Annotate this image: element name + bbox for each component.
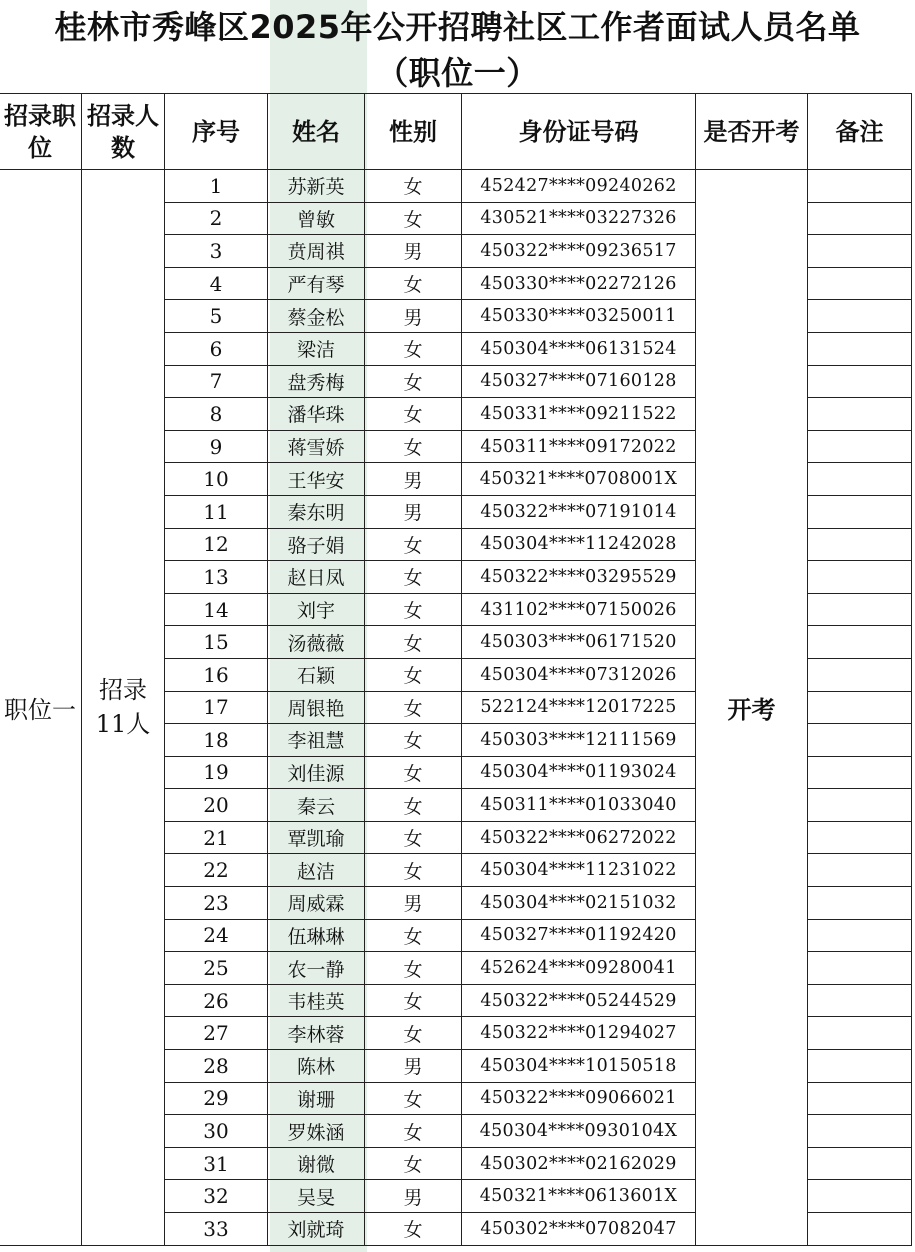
gender-cell: 女	[365, 561, 462, 594]
id-cell: 450322****03295529	[462, 561, 696, 594]
gender-cell: 女	[365, 821, 462, 854]
gender-cell: 女	[365, 593, 462, 626]
name-cell: 刘宇	[268, 593, 365, 626]
name-cell: 韦桂英	[268, 984, 365, 1017]
gender-cell: 男	[365, 235, 462, 268]
seq-cell: 31	[165, 1147, 268, 1180]
name-cell: 刘佳源	[268, 756, 365, 789]
seq-cell: 6	[165, 332, 268, 365]
name-cell: 梁洁	[268, 332, 365, 365]
note-cell	[808, 202, 912, 235]
seq-cell: 9	[165, 430, 268, 463]
id-cell: 450322****01294027	[462, 1017, 696, 1050]
gender-cell: 女	[365, 170, 462, 203]
name-cell: 谢珊	[268, 1082, 365, 1115]
id-cell: 450330****02272126	[462, 267, 696, 300]
id-cell: 450321****0708001X	[462, 463, 696, 496]
note-cell	[808, 984, 912, 1017]
id-cell: 450303****06171520	[462, 626, 696, 659]
gender-cell: 男	[365, 1050, 462, 1083]
id-cell: 450322****05244529	[462, 984, 696, 1017]
note-cell	[808, 1050, 912, 1083]
header-gender: 性别	[365, 94, 462, 170]
id-cell: 450327****01192420	[462, 919, 696, 952]
note-cell	[808, 1213, 912, 1246]
seq-cell: 25	[165, 952, 268, 985]
id-cell: 450304****11231022	[462, 854, 696, 887]
gender-cell: 女	[365, 1115, 462, 1148]
seq-cell: 17	[165, 691, 268, 724]
note-cell	[808, 430, 912, 463]
seq-cell: 7	[165, 365, 268, 398]
note-cell	[808, 854, 912, 887]
seq-cell: 20	[165, 789, 268, 822]
gender-cell: 女	[365, 1017, 462, 1050]
note-cell	[808, 691, 912, 724]
name-cell: 周威霖	[268, 887, 365, 920]
gender-cell: 女	[365, 724, 462, 757]
id-cell: 450304****01193024	[462, 756, 696, 789]
gender-cell: 女	[365, 430, 462, 463]
note-cell	[808, 724, 912, 757]
name-cell: 李林蓉	[268, 1017, 365, 1050]
name-cell: 骆子娟	[268, 528, 365, 561]
seq-cell: 1	[165, 170, 268, 203]
gender-cell: 男	[365, 1180, 462, 1213]
id-cell: 450331****09211522	[462, 398, 696, 431]
name-cell: 李祖慧	[268, 724, 365, 757]
id-cell: 450304****02151032	[462, 887, 696, 920]
id-cell: 450311****01033040	[462, 789, 696, 822]
name-cell: 蒋雪娇	[268, 430, 365, 463]
id-cell: 450321****0613601X	[462, 1180, 696, 1213]
name-cell: 谢微	[268, 1147, 365, 1180]
name-cell: 蔡金松	[268, 300, 365, 333]
id-cell: 522124****12017225	[462, 691, 696, 724]
note-cell	[808, 495, 912, 528]
seq-cell: 14	[165, 593, 268, 626]
seq-cell: 19	[165, 756, 268, 789]
table-row	[0, 170, 912, 203]
id-cell: 450302****07082047	[462, 1213, 696, 1246]
name-cell: 赵洁	[268, 854, 365, 887]
note-cell	[808, 1017, 912, 1050]
id-cell: 450304****10150518	[462, 1050, 696, 1083]
seq-cell: 23	[165, 887, 268, 920]
gender-cell: 女	[365, 1082, 462, 1115]
id-cell: 450322****06272022	[462, 821, 696, 854]
gender-cell: 女	[365, 1147, 462, 1180]
gender-cell: 女	[365, 789, 462, 822]
header-seq: 序号	[165, 94, 268, 170]
page-title: 桂林市秀峰区2025年公开招聘社区工作者面试人员名单	[54, 8, 861, 46]
note-cell	[808, 1180, 912, 1213]
name-cell: 伍琳琳	[268, 919, 365, 952]
gender-cell: 女	[365, 919, 462, 952]
gender-cell: 女	[365, 202, 462, 235]
note-cell	[808, 887, 912, 920]
header-note: 备注	[808, 94, 912, 170]
id-cell: 450302****02162029	[462, 1147, 696, 1180]
name-cell: 赵日凤	[268, 561, 365, 594]
seq-cell: 5	[165, 300, 268, 333]
note-cell	[808, 235, 912, 268]
note-cell	[808, 821, 912, 854]
count-line1: 招录	[99, 676, 147, 705]
seq-cell: 29	[165, 1082, 268, 1115]
id-cell: 430521****03227326	[462, 202, 696, 235]
note-cell	[808, 1115, 912, 1148]
note-cell	[808, 332, 912, 365]
name-cell: 严有琴	[268, 267, 365, 300]
note-cell	[808, 756, 912, 789]
gender-cell: 女	[365, 267, 462, 300]
name-cell: 周银艳	[268, 691, 365, 724]
gender-cell: 女	[365, 626, 462, 659]
name-cell: 贲周祺	[268, 235, 365, 268]
gender-cell: 男	[365, 463, 462, 496]
id-cell: 450330****03250011	[462, 300, 696, 333]
note-cell	[808, 561, 912, 594]
gender-cell: 女	[365, 365, 462, 398]
note-cell	[808, 528, 912, 561]
id-cell: 450304****07312026	[462, 658, 696, 691]
seq-cell: 16	[165, 658, 268, 691]
seq-cell: 13	[165, 561, 268, 594]
id-cell: 450322****09066021	[462, 1082, 696, 1115]
note-cell	[808, 300, 912, 333]
name-cell: 吴旻	[268, 1180, 365, 1213]
gender-cell: 女	[365, 952, 462, 985]
id-cell: 431102****07150026	[462, 593, 696, 626]
id-cell: 450304****06131524	[462, 332, 696, 365]
note-cell	[808, 463, 912, 496]
name-cell: 秦云	[268, 789, 365, 822]
id-cell: 450303****12111569	[462, 724, 696, 757]
seq-cell: 11	[165, 495, 268, 528]
seq-cell: 30	[165, 1115, 268, 1148]
seq-cell: 22	[165, 854, 268, 887]
header-id: 身份证号码	[462, 94, 696, 170]
gender-cell: 女	[365, 756, 462, 789]
name-cell: 农一静	[268, 952, 365, 985]
note-cell	[808, 1082, 912, 1115]
seq-cell: 2	[165, 202, 268, 235]
gender-cell: 男	[365, 887, 462, 920]
seq-cell: 27	[165, 1017, 268, 1050]
gender-cell: 女	[365, 1213, 462, 1246]
note-cell	[808, 398, 912, 431]
name-cell: 汤薇薇	[268, 626, 365, 659]
candidate-table	[0, 93, 912, 1246]
seq-cell: 24	[165, 919, 268, 952]
seq-cell: 8	[165, 398, 268, 431]
name-cell: 王华安	[268, 463, 365, 496]
position-cell: 职位一	[0, 170, 82, 1246]
note-cell	[808, 170, 912, 203]
id-cell: 452624****09280041	[462, 952, 696, 985]
seq-cell: 32	[165, 1180, 268, 1213]
name-cell: 苏新英	[268, 170, 365, 203]
name-cell: 秦东明	[268, 495, 365, 528]
id-cell: 450322****09236517	[462, 235, 696, 268]
count-line2: 11人	[95, 710, 151, 739]
header-name: 姓名	[268, 94, 365, 170]
seq-cell: 21	[165, 821, 268, 854]
gender-cell: 女	[365, 984, 462, 1017]
note-cell	[808, 1147, 912, 1180]
page-subtitle: （职位一）	[376, 54, 539, 92]
name-cell: 石颖	[268, 658, 365, 691]
seq-cell: 18	[165, 724, 268, 757]
exam-status-cell: 开考	[696, 170, 808, 1246]
id-cell: 450311****09172022	[462, 430, 696, 463]
name-cell: 盘秀梅	[268, 365, 365, 398]
header-position: 招录职位	[0, 94, 82, 170]
gender-cell: 女	[365, 528, 462, 561]
note-cell	[808, 626, 912, 659]
seq-cell: 4	[165, 267, 268, 300]
id-cell: 450304****0930104X	[462, 1115, 696, 1148]
seq-cell: 3	[165, 235, 268, 268]
name-cell: 潘华珠	[268, 398, 365, 431]
id-cell: 450327****07160128	[462, 365, 696, 398]
name-cell: 罗姝涵	[268, 1115, 365, 1148]
seq-cell: 12	[165, 528, 268, 561]
gender-cell: 女	[365, 691, 462, 724]
name-cell: 刘就琦	[268, 1213, 365, 1246]
note-cell	[808, 658, 912, 691]
note-cell	[808, 365, 912, 398]
gender-cell: 男	[365, 300, 462, 333]
seq-cell: 33	[165, 1213, 268, 1246]
header-exam: 是否开考	[696, 94, 808, 170]
note-cell	[808, 593, 912, 626]
table-body	[0, 170, 912, 1246]
gender-cell: 女	[365, 658, 462, 691]
gender-cell: 女	[365, 332, 462, 365]
name-cell: 陈林	[268, 1050, 365, 1083]
id-cell: 450322****07191014	[462, 495, 696, 528]
header-count: 招录人数	[82, 94, 165, 170]
id-cell: 452427****09240262	[462, 170, 696, 203]
seq-cell: 26	[165, 984, 268, 1017]
note-cell	[808, 952, 912, 985]
seq-cell: 10	[165, 463, 268, 496]
count-cell	[82, 170, 165, 1246]
table-header-row	[0, 94, 912, 170]
note-cell	[808, 919, 912, 952]
note-cell	[808, 267, 912, 300]
id-cell: 450304****11242028	[462, 528, 696, 561]
seq-cell: 28	[165, 1050, 268, 1083]
gender-cell: 女	[365, 854, 462, 887]
gender-cell: 女	[365, 398, 462, 431]
gender-cell: 男	[365, 495, 462, 528]
name-cell: 覃凯瑜	[268, 821, 365, 854]
seq-cell: 15	[165, 626, 268, 659]
name-cell: 曾敏	[268, 202, 365, 235]
note-cell	[808, 789, 912, 822]
